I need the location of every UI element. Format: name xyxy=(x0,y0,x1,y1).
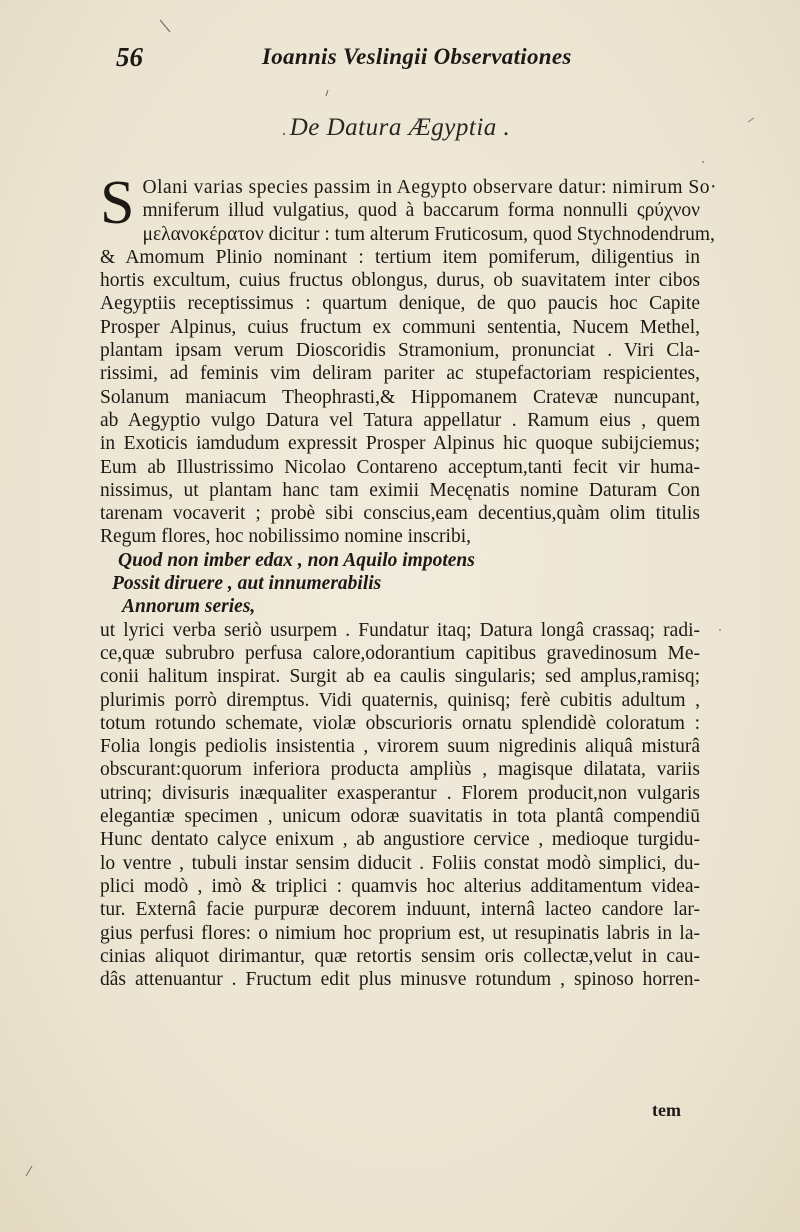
verse-line: Annorum series, xyxy=(122,596,256,618)
text-line: hortis excultum, cuius fructus oblongus, durus, ob suavitatem inter cibos xyxy=(100,270,700,292)
running-head xyxy=(116,40,716,74)
section-title: De Datura Ægyptia . xyxy=(289,114,511,141)
text-line: Olani varias species passim in Aegypto observare datur: nimirum So· xyxy=(142,177,717,198)
body-text xyxy=(100,169,717,991)
catchword: tem xyxy=(652,1100,681,1120)
text-line: Hunc dentato calyce enixum , ab angustiore cervice , medioque turgidu- xyxy=(100,829,700,851)
text-line: tarenam vocaverit ; probè sibi conscius,eam decentius,quàm olim titulis xyxy=(100,503,700,525)
text-line: dâs attenuantur . Fructum edit plus minusve rotundum , spinoso horren- xyxy=(100,969,700,991)
text-line: & Amomum Plinio nominant : tertium item pomiferum, diligentius in xyxy=(100,246,700,268)
text-line: conii halitum inspirat. Surgit ab ea caulis singularis; sed amplus,ramisq; xyxy=(100,666,700,688)
text-line: rissimi, ad feminis vim deliram pariter ac stupefactoriam respicientes, xyxy=(100,363,700,385)
text-line: plurimis porrò diremptus. Vidi quaternis, quinisq; ferè cubitis adultum , xyxy=(100,689,700,711)
text-line: obscurant:quorum inferiora producta ampliùs , magisque dilatata, variis xyxy=(100,759,700,781)
text-line: utrinq; divisuris inæqualiter exasperantur . Florem producit,non vulgaris xyxy=(100,782,700,804)
text-line: totum rotundo schemate, violæ obscurioris ornatu splendidè coloratum : xyxy=(100,712,700,734)
page-number: 56 xyxy=(116,42,143,72)
text-line: Aegyptiis receptissimus : quartum denique, de quo paucis hoc Capite xyxy=(100,293,700,315)
text-line: cinias aliquot dirimantur, quæ retortis sensim oris collectæ,velut in cau- xyxy=(100,945,700,967)
text-line: in Exoticis iamdudum expressit Prosper Alpinus hic quoque subijciemus; xyxy=(100,433,700,455)
text-line: gius perfusi flores: o nimium hoc proprium est, ut resupinatis labris in la- xyxy=(100,922,700,944)
text-line: mniferum illud vulgatius, quod à baccarum forma nonnulli ςρύχνον xyxy=(142,200,700,222)
verse-line: Quod non imber edax , non Aquilo impotens xyxy=(118,549,475,571)
text-line: ab Aegyptio vulgo Datura vel Tatura appellatur . Ramum eius , quem xyxy=(100,409,700,431)
verse-line: Possit diruere , aut innumerabilis xyxy=(112,573,382,595)
text-line: Folia longis pediolis insistentia , virorem suum nigredinis aliquâ misturâ xyxy=(100,736,700,758)
text-line: lo ventre , tubuli instar sensim diducit . Foliis constat modò simplici, du- xyxy=(100,852,700,874)
text-line: Prosper Alpinus, cuius fructum ex communi sententia, Nucem Methel, xyxy=(100,316,700,338)
text-line: elegantiæ specimen , unicum odoræ suavitatis in tota plantâ compendiū xyxy=(100,806,700,828)
drop-cap: S xyxy=(100,169,135,237)
text-line: Regum flores, hoc nobilissimo nomine inscribi, xyxy=(100,526,472,548)
text-line: Eum ab Illustrissimo Nicolao Contareno acceptum,tanti fecit vir huma- xyxy=(100,456,700,478)
text-line: plici modò , imò & triplici : quamvis hoc alterius additamentum videa- xyxy=(100,875,700,897)
text-line: nissimus, ut plantam hanc tam eximii Mecęnatis nomine Daturam Con xyxy=(100,479,700,501)
text-line: plantam ipsam verum Dioscoridis Stramonium, pronunciat . Viri Cla- xyxy=(100,340,700,362)
text-line: μελανοκέρατον dicitur : tum alterum Fruticosum, quod Stychnodendrum, xyxy=(142,223,715,245)
running-title: Ioannis Veslingii Observationes xyxy=(262,44,572,69)
text-line: tur. Externâ facie purpuræ decorem induunt, internâ lacteo candore lar- xyxy=(100,899,700,921)
text-line: ce,quæ subrubro perfusa calore,odorantium capitibus gravedinosum Me- xyxy=(100,642,700,664)
text-line: Solanum maniacum Theophrasti,& Hippomanem Cratevæ nuncupant, xyxy=(100,386,700,408)
text-line: ut lyrici verba seriò usurpem . Fundatur itaq; Datura longâ crassaq; radi- xyxy=(100,619,700,641)
